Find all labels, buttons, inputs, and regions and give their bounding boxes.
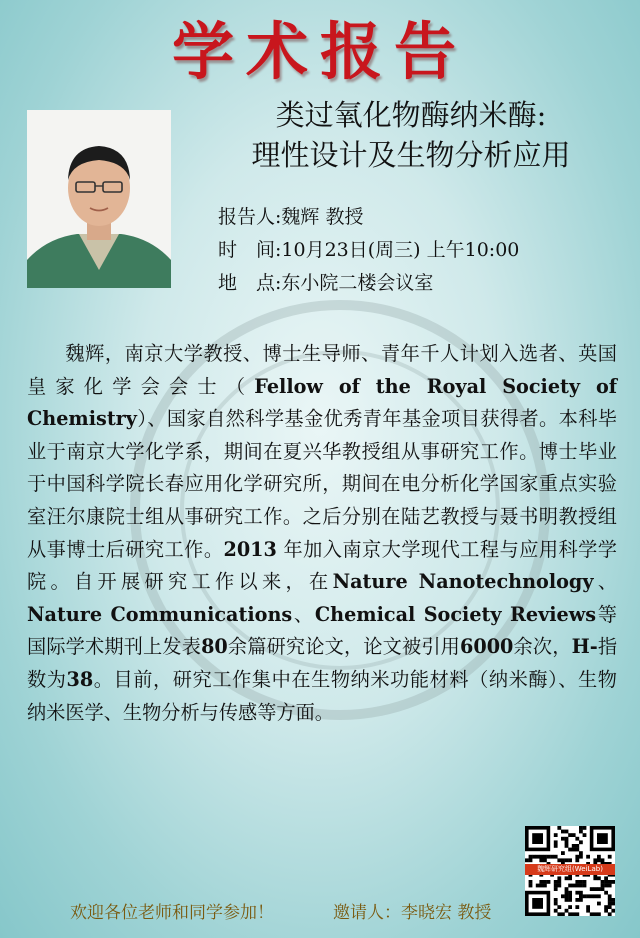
time-value: 10月23日(周三) 上午10:00: [281, 239, 520, 261]
place-row: [218, 270, 433, 296]
time-label: 时 间:: [218, 239, 282, 261]
place-value: 东小院二楼会议室: [281, 272, 434, 294]
bio-text: 、: [593, 570, 618, 594]
speaker-label: 报告人:: [218, 206, 282, 228]
bio-hindex-label: H-: [571, 635, 598, 659]
speaker-value: 魏辉 教授: [281, 206, 364, 228]
speaker-photo: [27, 110, 171, 288]
bio-journal: Nature Nanotechnology: [332, 570, 594, 594]
bio-text: 魏辉，南京大学教授、博士生导师、青年千人计划入选者、英国皇家化学会会士（: [27, 342, 617, 398]
poster-title: 学术报告: [171, 15, 468, 88]
qr-code[interactable]: [525, 826, 615, 916]
bio-text: 指数为: [27, 635, 618, 691]
bio-journal: Chemical Society Reviews: [314, 602, 597, 626]
bio-text: 余篇研究论文，论文被引用: [227, 635, 460, 659]
inviter-text: 邀请人：李晓宏 教授: [333, 903, 492, 923]
talk-title-line1: 类过氧化物酶纳米酶:: [275, 98, 547, 132]
bio-citations-count: 6000: [460, 635, 514, 659]
bio-text: 。目前，研究工作集中在生物纳米功能材料（纳米酶）、生物纳米医学、生物分析与传感等方面。: [27, 667, 617, 724]
place-label: 地 点:: [218, 272, 282, 294]
bio-hindex: 38: [66, 667, 94, 691]
welcome-text: 欢迎各位老师和同学参加！: [70, 903, 274, 923]
bio-year: 2013: [223, 537, 277, 561]
bio-journal: Nature Communications: [27, 602, 293, 626]
bio-papers-count: 80: [201, 635, 228, 659]
talk-title: [196, 95, 626, 175]
qr-label: 魏辉研究组(WeiLab): [525, 864, 615, 875]
speaker-row: [218, 204, 363, 230]
speaker-bio: [27, 338, 617, 729]
bio-text: 年加入南京大学现代工程与应用科学学院。自开展研究工作以来，在: [27, 537, 617, 594]
talk-title-line2: 理性设计及生物分析应用: [251, 138, 571, 172]
bio-text: ）、国家自然科学基金优秀青年基金项目获得者。本科毕业于南京大学化学系，期间在夏兴华教授组从事研究工作。博士毕业于中国科学院长春应用化学研究所，期间在电分析化学国家重点实验室汪尔康院士组从事研究工作。之后分别在陆艺教授与聂书明教授组从事博士后研究工作。: [27, 407, 617, 561]
bio-text: 等国际学术期刊上发表: [27, 602, 617, 659]
bio-text: 余次，: [513, 635, 572, 659]
bio-text: 、: [292, 602, 315, 626]
bio-fellow: Fellow of the Royal Society of Chemistry: [27, 374, 617, 431]
time-row: [218, 237, 519, 263]
